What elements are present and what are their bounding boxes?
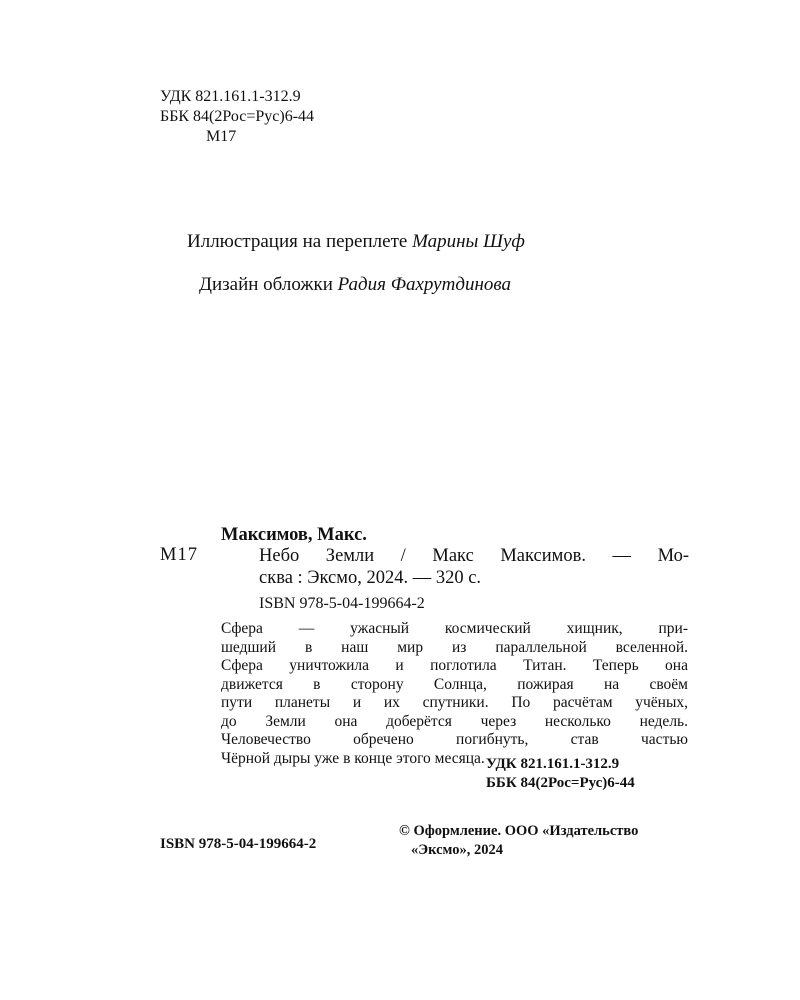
annotation <box>221 620 688 768</box>
bib-line: Небо Земли / Макс Максимов. — Мо- <box>259 546 689 566</box>
bibliographic-mark: М17 <box>160 545 198 565</box>
isbn-entry: ISBN 978-5-04-199664-2 <box>259 595 425 612</box>
annotation-line: движется в сторону Солнца, пожирая на своём <box>221 675 688 693</box>
bbk-code: ББК 84(2Рос=Рус)6-44 <box>486 775 635 791</box>
bib-line: сква : Эксмо, 2024. — 320 с. <box>259 568 482 588</box>
isbn-footer: ISBN 978-5-04-199664-2 <box>160 836 317 852</box>
annotation-line: Чёрной дыры уже в конце этого месяца. <box>221 749 485 767</box>
copyright-line: «Эксмо», 2024 <box>411 842 503 858</box>
illustrator-name: Марины Шуф <box>412 231 525 252</box>
annotation-line: Человечество обречено погибнуть, став частью <box>221 731 688 748</box>
designer-name: Радия Фахрутдинова <box>337 274 511 295</box>
annotation-line: шедший в наш мир из параллельной вселенной. <box>221 638 688 656</box>
udk-code: УДК 821.161.1-312.9 <box>486 756 620 772</box>
design-credit <box>199 274 511 296</box>
copyright-line: © Оформление. ООО «Издательство <box>399 823 639 839</box>
copyright-notice <box>399 822 638 860</box>
bibliographic-description <box>259 545 689 589</box>
author-mark: М17 <box>206 128 237 145</box>
illustration-credit <box>187 231 525 253</box>
annotation-line: до Земли она доберётся через несколько недель. <box>221 712 688 730</box>
bottom-classification-codes <box>486 755 635 793</box>
udk-code: УДК 821.161.1-312.9 <box>160 88 301 105</box>
bbk-code: ББК 84(2Рос=Рус)6-44 <box>160 108 315 125</box>
annotation-line: пути планеты и их спутники. По расчётам учёных, <box>221 694 688 711</box>
illustration-label: Иллюстрация на переплете <box>187 231 408 252</box>
annotation-line: Сфера уничтожила и поглотила Титан. Теперь она <box>221 657 688 674</box>
author-heading: Максимов, Макс. <box>221 525 367 545</box>
top-classification-codes <box>160 87 314 147</box>
design-label: Дизайн обложки <box>199 274 333 295</box>
annotation-line: Сфера — ужасный космический хищник, при- <box>221 620 688 637</box>
